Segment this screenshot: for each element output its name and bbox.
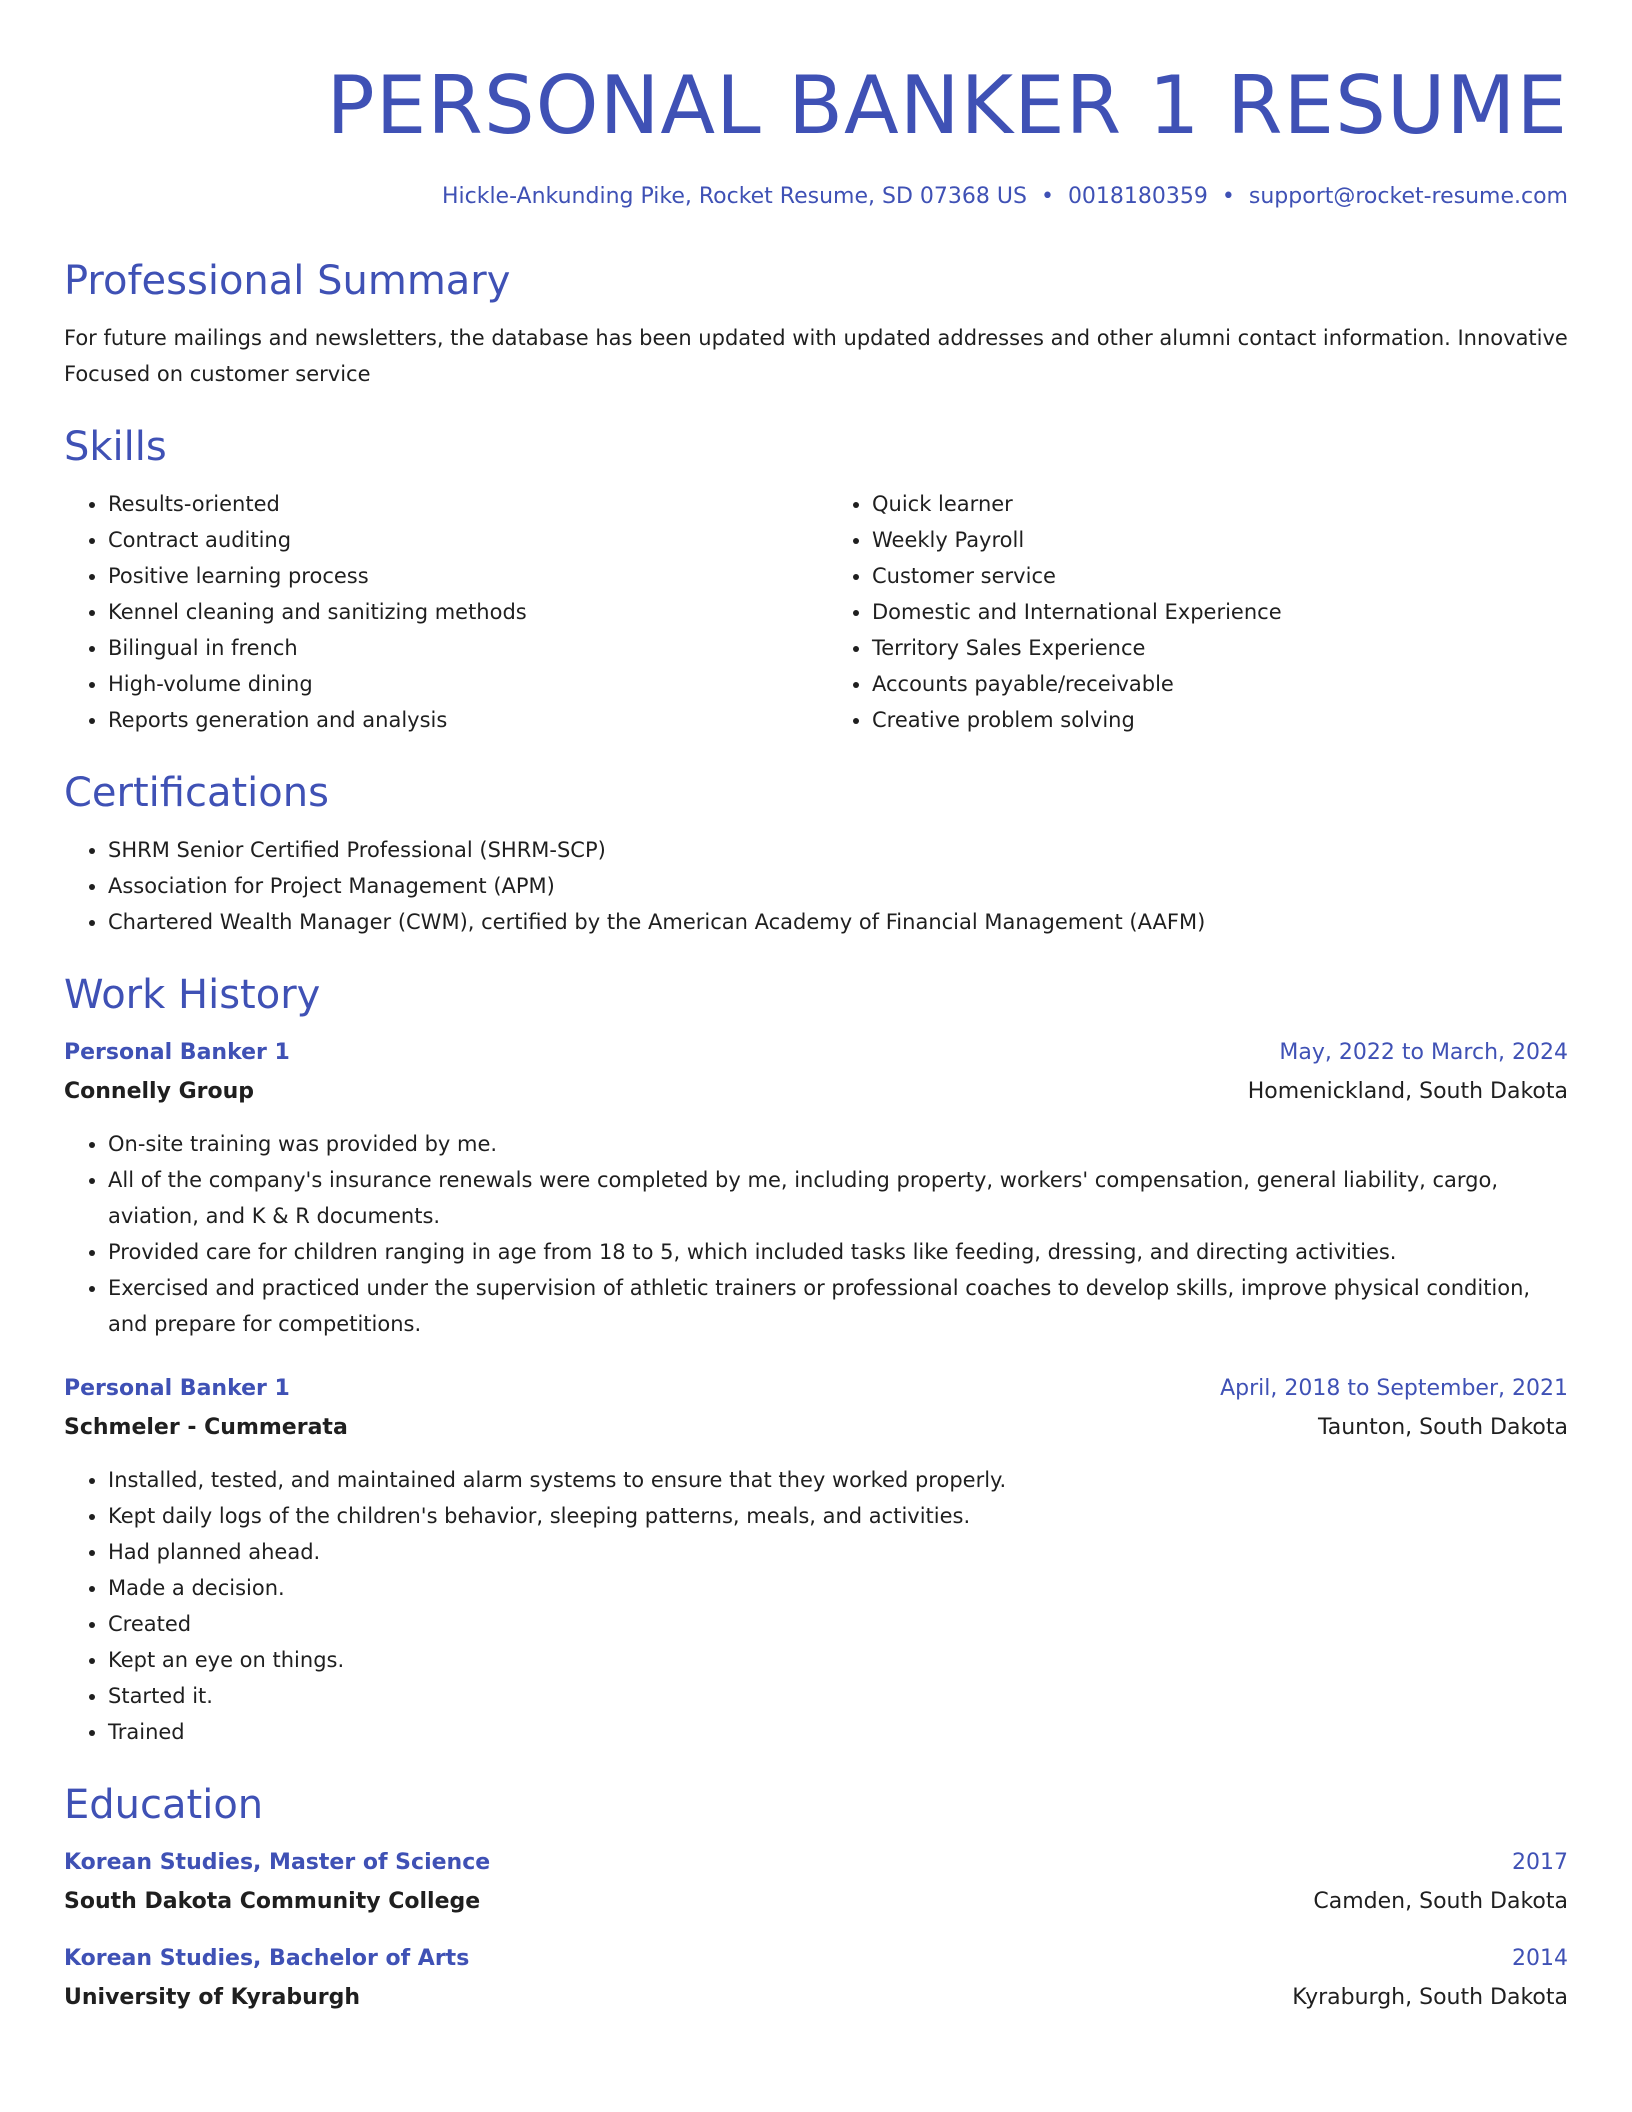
job-bullets (64, 1126, 1568, 1342)
job-entry (64, 1370, 1568, 1750)
job-title: Personal Banker 1 (64, 1376, 290, 1401)
job-bullet: • Trained (108, 1714, 1568, 1750)
job-bullet: • Created (108, 1606, 1568, 1642)
education-location: Camden, South Dakota (1313, 1889, 1568, 1914)
education-header-row (64, 1940, 1568, 1978)
skill-item: • Domestic and International Experience (872, 594, 1568, 630)
education-school: University of Kyraburgh (64, 1985, 361, 2010)
job-bullet: • Started it. (108, 1678, 1568, 1714)
job-bullet: • All of the company's insurance renewals were completed by me, including property, workers' compensation, general liability, cargo, aviation, and K & R documents. (108, 1162, 1568, 1234)
skill-item: • Quick learner (872, 486, 1568, 522)
skills-list-left (64, 486, 804, 738)
skill-item: • Accounts payable/receivable (872, 666, 1568, 702)
education-section (64, 1780, 1568, 2018)
education-school-row (64, 1882, 1568, 1922)
skill-item: • Bilingual in french (108, 630, 804, 666)
education-school-row (64, 1978, 1568, 2018)
summary-section (64, 256, 1568, 392)
job-title: Personal Banker 1 (64, 1040, 290, 1065)
job-bullets (64, 1462, 1568, 1750)
skill-item: • Territory Sales Experience (872, 630, 1568, 666)
work-history-heading: Work History (64, 972, 321, 1018)
job-location: Taunton, South Dakota (1317, 1415, 1568, 1440)
contact-email[interactable]: support@rocket-resume.com (1248, 184, 1568, 209)
skills-grid (64, 486, 1568, 738)
job-bullet: • Kept an eye on things. (108, 1642, 1568, 1678)
skills-section (64, 422, 1568, 738)
certification-item: • Association for Project Management (APM) (108, 868, 1568, 904)
skill-item: • Contract auditing (108, 522, 804, 558)
job-dates: May, 2022 to March, 2024 (1279, 1040, 1568, 1065)
job-company: Connelly Group (64, 1079, 255, 1104)
education-degree: Korean Studies, Master of Science (64, 1850, 491, 1875)
education-entry (64, 1844, 1568, 1922)
education-heading: Education (64, 1782, 264, 1828)
skill-item: • Kennel cleaning and sanitizing methods (108, 594, 804, 630)
job-bullet: • On-site training was provided by me. (108, 1126, 1568, 1162)
skill-item: • Weekly Payroll (872, 522, 1568, 558)
job-bullet: • Exercised and practiced under the supervision of athletic trainers or professional coaches to develop skills, improve physical condition, and prepare for competitions. (108, 1270, 1568, 1342)
job-bullet: • Made a decision. (108, 1570, 1568, 1606)
skills-heading: Skills (64, 424, 167, 470)
job-bullet: • Kept daily logs of the children's behavior, sleeping patterns, meals, and activities. (108, 1498, 1568, 1534)
contact-line (64, 182, 1568, 212)
job-dates: April, 2018 to September, 2021 (1220, 1376, 1568, 1401)
job-company-row (64, 1408, 1568, 1448)
certification-item: • SHRM Senior Certified Professional (SHRM-SCP) (108, 832, 1568, 868)
contact-separator: • (1040, 184, 1054, 209)
certifications-heading: Certifications (64, 770, 329, 816)
skill-item: • Results-oriented (108, 486, 804, 522)
resume-title: PERSONAL BANKER 1 RESUME (326, 59, 1568, 152)
job-location: Homenickland, South Dakota (1247, 1079, 1568, 1104)
education-degree: Korean Studies, Bachelor of Arts (64, 1946, 470, 1971)
summary-heading: Professional Summary (64, 258, 511, 304)
skill-item: • Customer service (872, 558, 1568, 594)
skill-item: • High-volume dining (108, 666, 804, 702)
education-year: 2017 (1512, 1850, 1568, 1875)
job-bullet: • Provided care for children ranging in age from 18 to 5, which included tasks like feeding, dressing, and directing activities. (108, 1234, 1568, 1270)
contact-phone: 0018180359 (1067, 184, 1208, 209)
job-header-row (64, 1034, 1568, 1072)
job-entry (64, 1034, 1568, 1342)
skill-item: • Reports generation and analysis (108, 702, 804, 738)
contact-address: Hickle-Ankunding Pike, Rocket Resume, SD 07368 US (441, 184, 1027, 209)
resume-header (64, 56, 1568, 212)
education-location: Kyraburgh, South Dakota (1292, 1985, 1568, 2010)
education-entry (64, 1940, 1568, 2018)
work-history-section (64, 970, 1568, 1750)
skill-item: • Creative problem solving (872, 702, 1568, 738)
education-header-row (64, 1844, 1568, 1882)
skills-list-right (828, 486, 1568, 738)
education-school: South Dakota Community College (64, 1889, 481, 1914)
certifications-list (64, 832, 1568, 940)
job-company: Schmeler - Cummerata (64, 1415, 348, 1440)
job-bullet: • Had planned ahead. (108, 1534, 1568, 1570)
certifications-section (64, 768, 1568, 940)
contact-separator: • (1221, 184, 1235, 209)
job-company-row (64, 1072, 1568, 1112)
summary-text: For future mailings and newsletters, the database has been updated with updated addresses and other alumni contact information. Innovative Focused on customer service (64, 326, 1568, 386)
job-bullet: • Installed, tested, and maintained alarm systems to ensure that they worked properly. (108, 1462, 1568, 1498)
job-header-row (64, 1370, 1568, 1408)
education-year: 2014 (1512, 1946, 1568, 1971)
skill-item: • Positive learning process (108, 558, 804, 594)
certification-item: • Chartered Wealth Manager (CWM), certified by the American Academy of Financial Management (AAFM) (108, 904, 1568, 940)
